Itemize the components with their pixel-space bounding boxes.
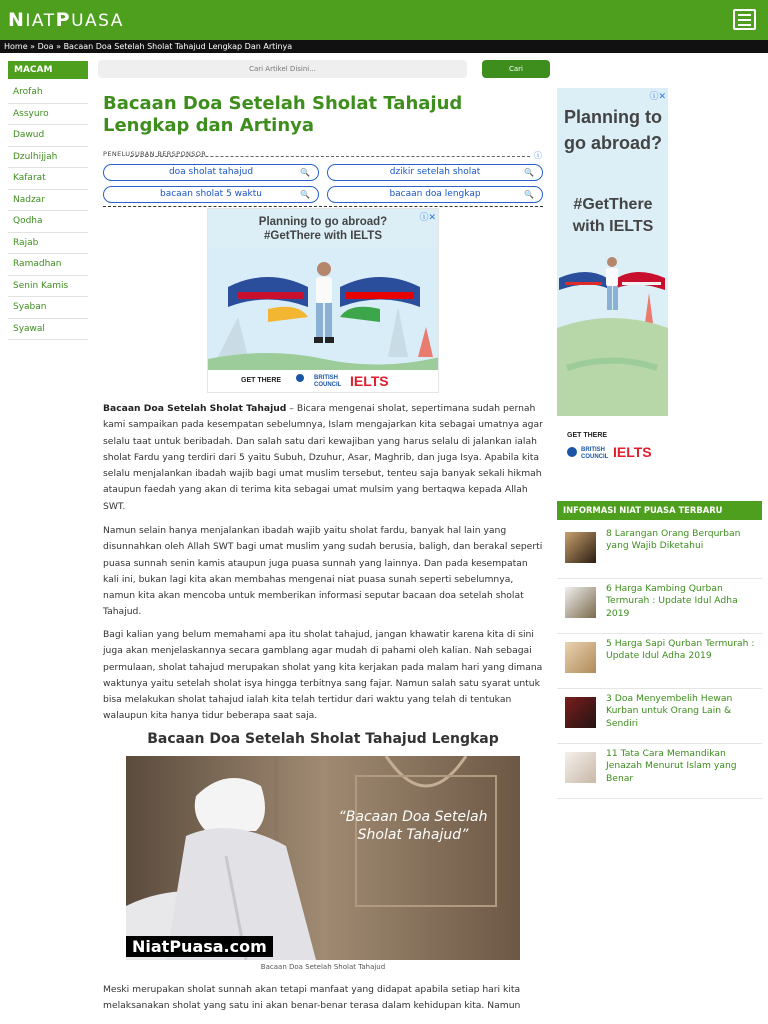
british-council-label: [314, 375, 341, 389]
article-link[interactable]: 5 Harga Sapi Qurban Termurah : Update Idul Adha 2019: [606, 638, 755, 662]
article-paragraph: Namun selain hanya menjalankan ibadah wajib yaitu sholat fardu, banyak hal lain yang disunnahkan oleh Allah SWT bagi umat muslim yang sudah berusia, baligh, dan berakal seperti puasa sunnah senin kamis ataupun juga puasa sunnah yang lainnya. Dan pada kesempatan kali ini, bukan lagi kita akan membahas mengenai niat puasa sunah seperti sebelumnya, namun kita akan mencoba untuk memberikan informasi seputar bacaan doa setelah sholat Tahajud.: [103, 525, 543, 618]
ielts-logo: IELTS: [350, 373, 389, 389]
sidebar-item-senin-kamis[interactable]: Senin Kamis: [8, 276, 88, 298]
latest-info-heading: INFORMASI NIAT PUASA TERBARU: [557, 501, 762, 520]
breadcrumb-separator: »: [53, 42, 64, 51]
ad-council: COUNCIL: [314, 382, 342, 388]
search-button[interactable]: Cari: [482, 60, 550, 78]
article-thumbnail[interactable]: [565, 697, 596, 728]
breadcrumb-current: Bacaan Doa Setelah Sholat Tahajud Lengkap Dan Artinya: [63, 42, 293, 51]
sponsored-link-label: bacaan sholat 5 waktu: [160, 189, 262, 199]
ielts-logo: IELTS: [613, 444, 652, 460]
ad-info-icon[interactable]: ⓘ: [534, 151, 542, 160]
ad-get-there: GET THERE: [241, 377, 282, 384]
sidebar-item-arofah[interactable]: Arofah: [8, 82, 88, 104]
breadcrumb: [0, 40, 768, 53]
sidebar-item-syaban[interactable]: Syaban: [8, 297, 88, 319]
site-header: [0, 0, 768, 40]
search-icon: 🔍: [524, 190, 534, 199]
sponsored-link[interactable]: [103, 164, 319, 181]
search-input[interactable]: [98, 60, 467, 78]
ad-get-there: GET THERE: [567, 432, 608, 439]
ielts-ad-skyscraper[interactable]: [557, 88, 668, 481]
sponsored-link[interactable]: [327, 186, 543, 203]
sidebar-item-dzulhijjah[interactable]: Dzulhijjah: [8, 147, 88, 169]
sidebar-list: [8, 82, 88, 340]
section-heading: Bacaan Doa Setelah Sholat Tahajud Lengkap: [147, 731, 499, 747]
page-title: Bacaan Doa Setelah Sholat Tahajud Lengkap dan Artinya: [103, 93, 463, 136]
image-watermark: NiatPuasa.com: [126, 936, 273, 957]
search-icon: 🔍: [300, 168, 310, 177]
breadcrumb-home[interactable]: Home: [4, 42, 28, 51]
article-thumbnail[interactable]: [565, 752, 596, 783]
british-council-label: [581, 447, 608, 461]
ad-close-icon[interactable]: ⓘ✕: [419, 213, 436, 223]
site-logo[interactable]: NIATPUASA: [8, 9, 124, 31]
sponsored-divider: [130, 156, 530, 157]
sponsored-label: PENELUSURAN BERSPONSOR: [103, 150, 207, 158]
sponsored-link[interactable]: [103, 186, 319, 203]
article-link[interactable]: 3 Doa Menyembelih Hewan Kurban untuk Orang Lain & Sendiri: [606, 693, 733, 729]
sidebar-item-nadzar[interactable]: Nadzar: [8, 190, 88, 212]
sidebar-item-dawud[interactable]: Dawud: [8, 125, 88, 147]
article-paragraph: Bagi kalian yang belum memahami apa itu sholat tahajud, jangan khawatir karena kita di sini juga akan menjelaskannya secara gamblang agar mudah di pahami oleh kalian. Nah sebagai permulaan, sholat tahajud merupakan sholat yang kita kerjakan pada malam hari yang dimana waktunya yaitu setelah sholat isya hingga terbitnya sang fajar. Namun salah satu syarat untuk bisa melakukan sholat tahajud ialah kita telah tertidur dari waktu yang telah di tentukan walaupun kita hanya tidur beberapa saat saja.: [103, 629, 543, 722]
ad-illustration: [208, 247, 439, 373]
image-caption: Bacaan Doa Setelah Sholat Tahajud: [260, 963, 386, 971]
sidebar-item-assyuro[interactable]: Assyuro: [8, 104, 88, 126]
ad-british: BRITISH: [314, 375, 338, 381]
ad-tagline: #GetThere with IELTS: [572, 196, 654, 235]
sponsored-link-label: bacaan doa lengkap: [389, 189, 481, 199]
sponsored-link[interactable]: [327, 164, 543, 181]
article-image: [126, 756, 520, 960]
hamburger-icon[interactable]: [733, 9, 756, 30]
sponsored-link-label: dzikir setelah sholat: [389, 167, 481, 177]
article-thumbnail[interactable]: [565, 642, 596, 673]
article-paragraph-text: – Bicara mengenai sholat, sepertimana sudah pernah kami sampaikan pada kesempatan sebelumnya, Islam mengajarkan kita sebagai umatnya agar selalu taat untuk beribadah. Dan salah satu dari kewajiban yang harus selalu di jalankan ialah sholat Fardu yang terdiri dari 5 yaitu Subuh, Dzuhur, Asar, Maghrib, dan juga Isya. Apabila kita selalu menjalankan ibadah wajib bagi umat muslim tersebut, tenteu saja banyak sekali hikmah ataupun faedah yang akan di terima kita sebagai umat mulsim yang bertaqwa kepada Allah SWT.: [103, 403, 543, 512]
breadcrumb-separator: »: [27, 42, 38, 51]
british-council-logo: [567, 447, 577, 457]
article-link[interactable]: 11 Tata Cara Memandikan Jenazah Menurut Islam yang Benar: [606, 748, 737, 784]
list-item[interactable]: [557, 579, 762, 634]
image-quote: “Bacaan Doa Setelah Sholat Tahajud”: [338, 809, 488, 843]
list-item[interactable]: [557, 634, 762, 689]
ad-headline: Planning to go abroad?: [564, 107, 662, 153]
article-link[interactable]: 8 Larangan Orang Berqurban yang Wajib Diketahui: [606, 528, 741, 552]
list-item[interactable]: [557, 524, 762, 579]
british-council-logo: [296, 374, 304, 382]
sponsored-link-label: doa sholat tahajud: [168, 167, 254, 177]
sidebar-item-rajab[interactable]: Rajab: [8, 233, 88, 255]
ad-footer: [208, 370, 438, 392]
article-paragraph: [103, 401, 543, 515]
sidebar-item-ramadhan[interactable]: Ramadhan: [8, 254, 88, 276]
sidebar-item-syawal[interactable]: Syawal: [8, 319, 88, 341]
sidebar-item-qodha[interactable]: Qodha: [8, 211, 88, 233]
search-icon: 🔍: [300, 190, 310, 199]
ad-close-icon[interactable]: ⓘ✕: [649, 92, 666, 102]
latest-info-list: [557, 524, 762, 799]
article-keyword: Bacaan Doa Setelah Sholat Tahajud: [103, 403, 287, 414]
ad-headline: Planning to go abroad? #GetThere with IELTS: [258, 216, 388, 242]
sidebar-item-kafarat[interactable]: Kafarat: [8, 168, 88, 190]
ad-council: COUNCIL: [581, 454, 609, 460]
article-link[interactable]: 6 Harga Kambing Qurban Termurah : Update Idul Adha 2019: [606, 583, 738, 619]
article-paragraph: Meski merupakan sholat sunnah akan tetapi manfaat yang didapat apabila setiap hari kita melaksanakan sholat yang satu ini akan benar-benar terasa dalam kehidupan kita. Namun: [103, 984, 521, 1012]
list-item[interactable]: [557, 744, 762, 799]
ielts-ad-banner[interactable]: [207, 208, 439, 393]
list-item[interactable]: [557, 689, 762, 744]
breadcrumb-category[interactable]: Doa: [37, 42, 54, 51]
article-thumbnail[interactable]: [565, 532, 596, 563]
article-image-illustration: [126, 756, 520, 960]
sponsored-divider: [103, 206, 543, 207]
ad-illustration: [557, 248, 668, 418]
ad-british: BRITISH: [581, 447, 605, 453]
ad-footer: [557, 416, 668, 481]
sidebar-heading: MACAM: [8, 61, 88, 79]
search-icon: 🔍: [524, 168, 534, 177]
article-thumbnail[interactable]: [565, 587, 596, 618]
